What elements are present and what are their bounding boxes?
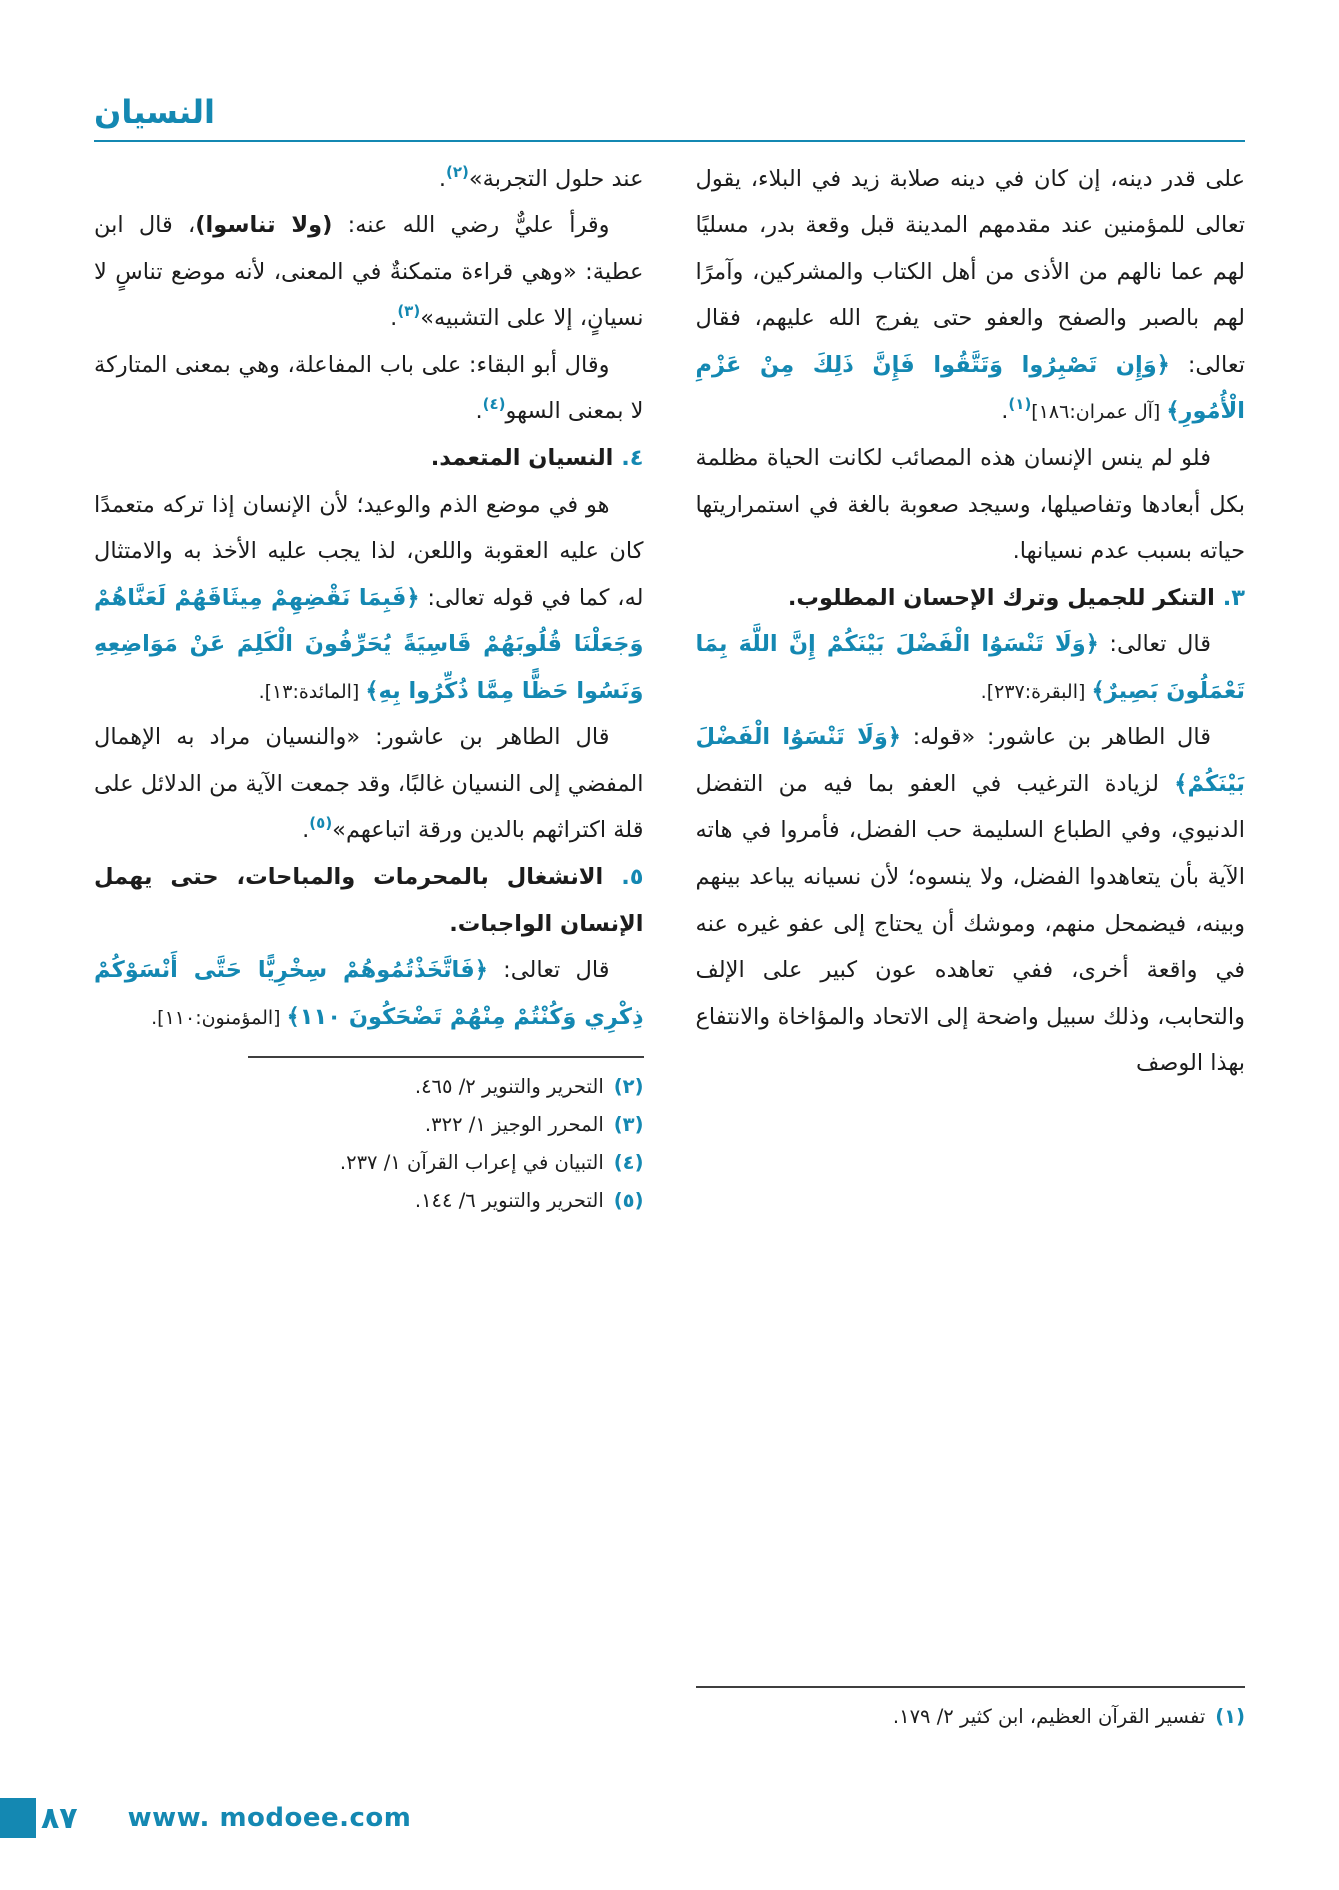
footnote-text: التحرير والتنوير ٢/ ٤٦٥. <box>414 1075 604 1099</box>
paragraph <box>696 156 1246 435</box>
verse-reference: [المؤمنون:١١٠]. <box>151 1006 287 1029</box>
footnote <box>94 1068 644 1106</box>
footnote <box>94 1106 644 1144</box>
text-segment: . <box>390 305 398 332</box>
page-header <box>94 0 1245 142</box>
heading-number: ٥. <box>603 864 644 891</box>
footer-accent-square <box>0 1798 36 1838</box>
text-segment: لزيادة الترغيب في العفو بما فيه من التفضل الدنيوي، وفي الطباع السليمة حب الفضل، فأمروا في هاته الآية بأن يتعاهدوا الفضل، ولا ينسوه؛ لأن نسيانه يباعد بينهم وبينه، فيضمحل منهم، وموشك أن يحتاج إلى عفو غيره عنه في واقعة أخرى، ففي تعاهده عون كبير على الإلف والتحابب، وذلك سبيل واضحة إلى الاتحاد والمؤاخاة والانتفاع بهذا الوصف <box>695 770 1245 1077</box>
bold-text-segment: النسيان المتعمد. <box>430 444 614 471</box>
footnote-text: التحرير والتنوير ٦/ ١٤٤. <box>414 1189 604 1213</box>
text-segment: قال تعالى: <box>1098 631 1211 658</box>
bold-text-segment: (ولا تناسوا) <box>195 212 333 239</box>
footnote-marker: (٣) <box>397 302 421 321</box>
text-segment: قال الطاهر بن عاشور: «والنسيان مراد به الإهمال المفضي إلى النسيان غالبًا، وقد جمعت الآية من الدلائل على قلة اكتراثهم بالدين ورقة اتباعهم» <box>94 724 644 844</box>
footnote <box>94 1182 644 1220</box>
verse-reference: [آل عمران:١٨٦] <box>1031 401 1167 424</box>
footnote-text: التبيان في إعراب القرآن ١/ ٢٣٧. <box>339 1151 604 1175</box>
website-text: www. modoee.com <box>127 1803 412 1833</box>
footnote-separator <box>696 1686 1246 1688</box>
footnote-number: (٢) <box>613 1075 644 1099</box>
text-segment: فلو لم ينس الإنسان هذه المصائب لكانت الحياة مظلمة بكل أبعادها وتفاصيلها، وسيجد صعوبة بالغة في استمراريتها حياته بسبب عدم نسيانها. <box>695 444 1245 565</box>
heading-number: ٣. <box>1214 584 1245 611</box>
text-segment: ، قال ابن عطية: «وهي قراءة متمكنةٌ في المعنى، لأنه موضع تناسٍ لا نسيانٍ، إلا على التشبيه» <box>94 212 644 332</box>
footnote-marker: (٤) <box>482 395 506 414</box>
footnote-text: تفسير القرآن العظيم، ابن كثير ٢/ ١٧٩. <box>892 1704 1206 1728</box>
paragraph <box>94 482 644 715</box>
paragraph <box>94 714 644 854</box>
paragraph <box>94 156 644 203</box>
page-footer <box>0 1798 1339 1838</box>
paragraph <box>696 714 1246 1087</box>
paragraph <box>94 202 644 342</box>
text-segment: عند حلول التجربة» <box>468 165 644 192</box>
quran-verse: ﴿فَاتَّخَذْتُمُوهُمْ سِخْرِيًّا حَتَّى أَنْسَوْكُمْ ذِكْرِي وَكُنْتُمْ مِنْهُمْ تَضْحَكُونَ ١١٠﴾ <box>94 957 644 1030</box>
text-segment: . <box>302 817 310 844</box>
footnote-separator <box>248 1056 644 1058</box>
paragraph <box>696 435 1246 575</box>
heading-number: ٤. <box>613 444 644 471</box>
footnote <box>696 1698 1246 1736</box>
footnotes-section <box>94 1056 644 1220</box>
footnote-marker: (٢) <box>446 162 469 181</box>
quran-verse: ﴿فَبِمَا نَقْضِهِمْ مِيثَاقَهُمْ لَعَنَّاهُمْ وَجَعَلْنَا قُلُوبَهُمْ قَاسِيَةً يُحَرِّفُونَ الْكَلِمَ عَنْ مَوَاضِعِهِ وَنَسُوا حَظًّا مِمَّا ذُكِّرُوا بِهِ﴾ <box>94 584 644 704</box>
footnote-text: المحرر الوجيز ١/ ٣٢٢. <box>424 1113 604 1137</box>
text-segment: وقرأ عليٌّ رضي الله عنه: <box>332 212 610 239</box>
text-segment: . <box>438 165 447 192</box>
footnotes-section <box>696 1686 1246 1736</box>
verse-reference: [البقرة:٢٣٧]. <box>980 680 1092 703</box>
text-segment: قال الطاهر بن عاشور: «قوله: <box>901 724 1212 751</box>
footnote-number: (١) <box>1215 1704 1245 1728</box>
footnote-number: (٣) <box>613 1113 644 1137</box>
footnote-number: (٤) <box>613 1151 644 1175</box>
bold-text-segment: الانشغال بالمحرمات والمباحات، حتى يهمل الإنسان الواجبات. <box>94 864 644 937</box>
text-segment: على قدر دينه، إن كان في دينه صلابة زيد في البلاء، يقول تعالى للمؤمنين عند مقدمهم المدينة قبل وقعة بدر، مسليًا لهم عما نالهم من الأذى من أهل الكتاب والمشركين، وآمرًا لهم بالصبر والصفح والعفو حتى يفرج الله عليهم، فقال تعالى: <box>695 165 1245 378</box>
text-segment: . <box>475 398 483 425</box>
quran-verse: ﴿وَإِن تَصْبِرُوا وَتَتَّقُوا فَإِنَّ ذَلِكَ مِنْ عَزْمِ الْأُمُورِ﴾ <box>695 351 1245 425</box>
text-segment: وقال أبو البقاء: على باب المفاعلة، وهي بمعنى المتاركة لا بمعنى السهو <box>94 351 644 425</box>
verse-reference: [المائدة:١٣]. <box>258 680 366 703</box>
section-heading <box>696 575 1246 622</box>
column-left <box>94 156 644 1736</box>
chapter-title: النسيان <box>94 93 215 131</box>
footnote-number: (٥) <box>613 1189 644 1213</box>
paragraph <box>94 342 644 435</box>
text-segment: هو في موضع الذم والوعيد؛ لأن الإنسان إذا تركه متعمدًا كان عليه العقوبة واللعن، لذا يجب عليه الأخذ به والامتثال له، كما في قوله تعالى: <box>94 491 644 611</box>
content-columns <box>94 156 1245 1736</box>
header-rule <box>94 140 1245 142</box>
footnote-marker: (١) <box>1008 395 1032 414</box>
text-segment: قال تعالى: <box>487 957 610 984</box>
quran-verse: ﴿وَلَا تَنْسَوُا الْفَضْلَ بَيْنَكُمْ إِنَّ اللَّهَ بِمَا تَعْمَلُونَ بَصِيرٌ﴾ <box>695 631 1245 704</box>
paragraph <box>94 947 644 1040</box>
page-number: ٨٧ <box>41 1800 78 1836</box>
paragraph <box>696 621 1246 714</box>
footnote <box>94 1144 644 1182</box>
section-heading <box>94 854 644 947</box>
bold-text-segment: التنكر للجميل وترك الإحسان المطلوب. <box>787 584 1215 611</box>
quran-verse: ﴿وَلَا تَنْسَوُا الْفَضْلَ بَيْنَكُمْ﴾ <box>695 724 1245 797</box>
text-segment: . <box>1001 398 1009 425</box>
section-heading <box>94 435 644 482</box>
footnote-marker: (٥) <box>309 814 333 833</box>
column-right <box>696 156 1246 1736</box>
